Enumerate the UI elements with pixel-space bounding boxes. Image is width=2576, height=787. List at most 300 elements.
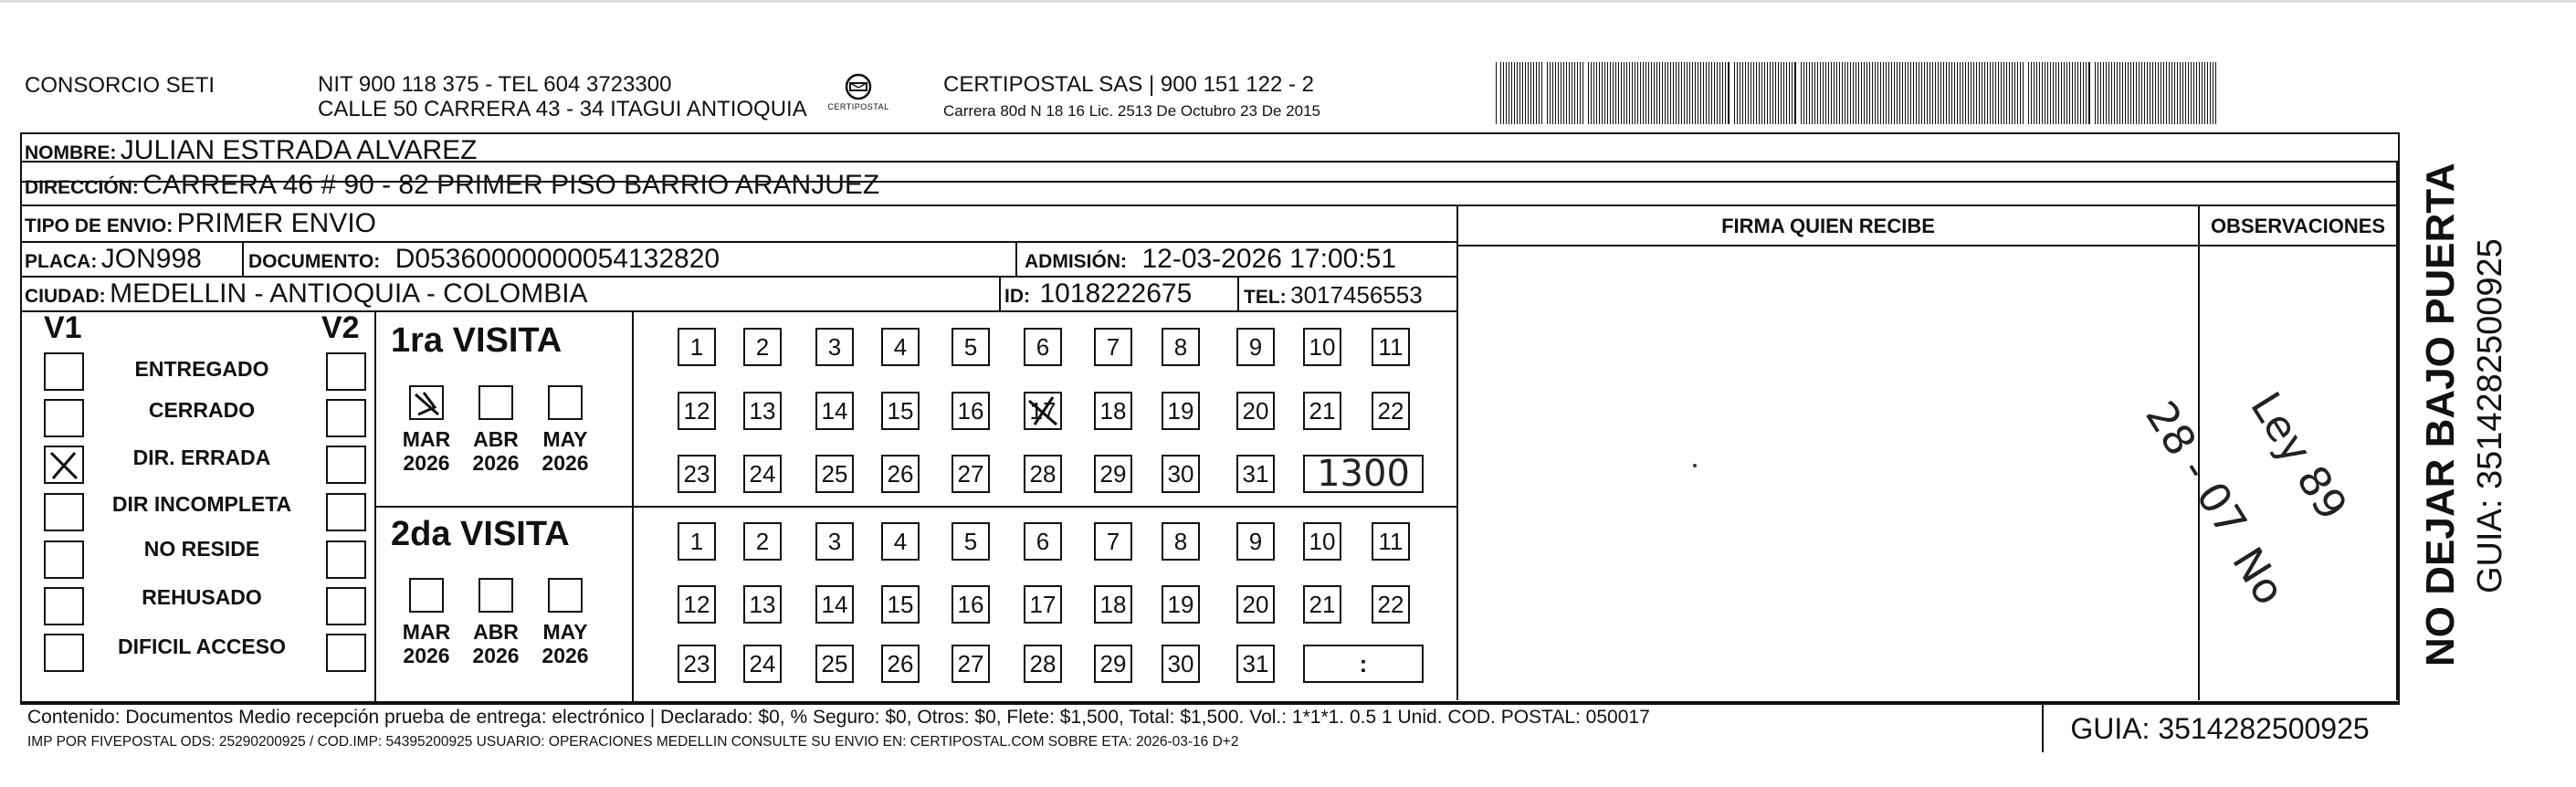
barcode-bar (1596, 62, 1597, 124)
company-name: CONSORCIO SETI (25, 73, 216, 98)
barcode-bar (2061, 62, 2062, 124)
certipostal-logo (826, 71, 890, 119)
month-checkbox[interactable] (548, 385, 583, 420)
day-box[interactable]: 10 (1303, 522, 1341, 561)
v1-checkbox[interactable] (44, 634, 84, 672)
logo-text: CERTIPOSTAL (827, 102, 889, 111)
barcode-bar (2152, 62, 2153, 124)
barcode-bar (1670, 62, 1671, 124)
barcode-bar (1946, 62, 1947, 124)
barcode-bar (1711, 62, 1712, 124)
barcode-bar (1615, 62, 1616, 124)
day-box[interactable]: 8 (1162, 522, 1200, 561)
barcode-bar (2128, 62, 2129, 124)
barcode-bar (1626, 62, 1627, 124)
day-box[interactable]: 9 (1236, 328, 1275, 366)
footer-guia: GUIA: 3514282500925 (2070, 712, 2370, 745)
barcode-bar (1621, 62, 1622, 124)
v1-checkbox[interactable] (44, 352, 84, 391)
day-box[interactable]: 12 (678, 392, 716, 430)
barcode-bar (1667, 62, 1668, 124)
barcode-bar (1719, 62, 1720, 124)
day-box[interactable]: 11 (1372, 522, 1410, 561)
day-box[interactable]: 23 (678, 645, 716, 683)
day-box[interactable]: 29 (1094, 645, 1132, 683)
v2-checkbox[interactable] (326, 352, 366, 391)
obs-handwritten-3: No (2223, 539, 2296, 614)
barcode-bar (1801, 62, 1802, 124)
barcode-bar (2188, 62, 2189, 124)
day-box[interactable]: 17 (1024, 585, 1062, 624)
barcode-bar (1629, 62, 1630, 124)
license-line: Carrera 80d N 18 16 Lic. 2513 De Octubro 23 De 2015 (943, 102, 1320, 120)
day-box[interactable]: 7 (1094, 328, 1132, 366)
v1-checkbox[interactable] (44, 446, 84, 484)
barcode-bar (2169, 62, 2170, 124)
barcode-bar (1552, 62, 1553, 124)
day-box[interactable]: 15 (881, 585, 920, 624)
barcode-bar (2077, 62, 2078, 124)
barcode-bar (1692, 62, 1693, 124)
barcode-bar (1659, 62, 1660, 124)
barcode-bar (2182, 62, 2183, 124)
barcode-bar (1514, 62, 1515, 124)
month-checkbox[interactable] (478, 385, 513, 420)
barcode-bar (1593, 62, 1594, 124)
barcode-bar (1558, 62, 1559, 124)
barcode-bar (1684, 62, 1685, 124)
barcode-bar (1979, 62, 1980, 124)
barcode-bar (1550, 62, 1551, 124)
documento-row (248, 244, 720, 275)
barcode-bar (2180, 62, 2181, 124)
barcode-bar (1990, 62, 1991, 124)
barcode-bar (1820, 62, 1821, 124)
barcode-bar (2020, 62, 2021, 124)
day-box[interactable]: 3 (815, 522, 854, 561)
barcode-bar (1995, 62, 1996, 124)
barcode-bar (1902, 62, 1903, 124)
direccion-value: CARRERA 46 # 90 - 82 PRIMER PISO BARRIO ARANJUEZ (142, 170, 880, 200)
ciudad-label: CIUDAD: (25, 286, 106, 307)
barcode-bar (1960, 62, 1961, 124)
barcode-bar (1839, 62, 1840, 124)
barcode-bar (1637, 62, 1638, 124)
time-box[interactable]: : (1303, 645, 1424, 683)
barcode-bar (1566, 62, 1567, 124)
barcode-bar (2185, 62, 2186, 124)
barcode-bar (1858, 62, 1859, 124)
placa-value: JON998 (100, 244, 202, 274)
barcode-bar (1899, 62, 1900, 124)
certipostal-line: CERTIPOSTAL SAS | 900 151 122 - 2 (943, 72, 1314, 97)
barcode-bar (2191, 62, 2192, 124)
day-box[interactable]: 17 (1024, 392, 1062, 430)
barcode-bar (2111, 62, 2112, 124)
barcode-bar (1539, 62, 1540, 124)
barcode-bar (1536, 62, 1537, 124)
barcode-bar (1525, 62, 1526, 124)
day-box[interactable]: 5 (952, 328, 990, 366)
barcode-bar (1748, 62, 1749, 124)
barcode-bar (1932, 62, 1933, 124)
nombre-value: JULIAN ESTRADA ALVAREZ (120, 135, 478, 165)
barcode-bar (2017, 62, 2018, 124)
barcode-bar (1725, 62, 1726, 124)
barcode-bar (1654, 62, 1655, 124)
barcode-bar (2106, 62, 2107, 124)
day-box[interactable]: 18 (1094, 392, 1132, 430)
month-checkbox[interactable] (478, 578, 513, 613)
barcode-bar (1591, 62, 1592, 124)
barcode-bar (1610, 62, 1611, 124)
barcode-bar (1872, 62, 1873, 124)
firma-header: FIRMA QUIEN RECIBE (1721, 215, 1935, 237)
barcode-bar (2083, 62, 2084, 124)
barcode-bar (1842, 62, 1843, 124)
barcode-bar (2009, 62, 2010, 124)
day-box[interactable]: 22 (1372, 392, 1410, 430)
admision-row (1025, 244, 1396, 275)
barcode-bar (1968, 62, 1969, 124)
direccion-row (25, 170, 879, 201)
v2-label: V2 (321, 310, 360, 345)
v1-checkbox[interactable] (44, 540, 84, 579)
day-box[interactable]: 13 (743, 585, 782, 624)
v2-checkbox[interactable] (326, 493, 366, 531)
day-box[interactable]: 24 (743, 645, 782, 683)
barcode-bar (1689, 62, 1690, 124)
day-box[interactable]: 8 (1162, 328, 1200, 366)
barcode-bar (1951, 62, 1952, 124)
year-label: 2026 (541, 451, 589, 475)
barcode-bar (1770, 62, 1771, 124)
day-box[interactable]: 4 (881, 522, 920, 561)
barcode-bar (2023, 62, 2024, 124)
v1-checkbox[interactable] (44, 493, 84, 531)
day-box[interactable]: 1 (678, 522, 716, 561)
day-box[interactable]: 30 (1162, 455, 1200, 493)
status-option-label: DIR. ERRADA (132, 446, 271, 469)
barcode-bar (1888, 62, 1889, 124)
barcode-bar (1541, 62, 1542, 124)
barcode-bar (2119, 62, 2120, 124)
barcode-bar (1555, 62, 1556, 124)
barcode-bar (1869, 62, 1870, 124)
day-box[interactable]: 21 (1303, 392, 1341, 430)
barcode-bar (1706, 62, 1707, 124)
day-box[interactable]: 6 (1024, 522, 1062, 561)
barcode-bar (2133, 62, 2134, 124)
barcode-bar (1823, 62, 1824, 124)
barcode-bar (2050, 62, 2051, 124)
day-box[interactable]: 25 (815, 455, 854, 493)
barcode-bar (2166, 62, 2167, 124)
barcode-bar (1588, 62, 1589, 124)
barcode-bar (1582, 62, 1583, 124)
barcode-bar (2108, 62, 2109, 124)
barcode-bar (1817, 62, 1818, 124)
barcode-bar (1651, 62, 1652, 124)
barcode-bar (1891, 62, 1892, 124)
day-box[interactable]: 22 (1372, 585, 1410, 624)
barcode-bar (1847, 62, 1848, 124)
admision-label: ADMISIÓN: (1025, 251, 1127, 272)
barcode-bar (1910, 62, 1911, 124)
v2-checkbox[interactable] (326, 540, 366, 579)
barcode-bar (1853, 62, 1854, 124)
day-box[interactable]: 20 (1236, 392, 1275, 430)
day-box[interactable]: 26 (881, 455, 920, 493)
day-box[interactable]: 18 (1094, 585, 1132, 624)
month-checkbox[interactable] (409, 578, 444, 613)
day-box[interactable]: 10 (1303, 328, 1341, 366)
barcode-bar (1794, 62, 1796, 124)
barcode-bar (1812, 62, 1813, 124)
barcode-bar (1665, 62, 1666, 124)
barcode-bar (1913, 62, 1914, 124)
barcode-bar (1806, 62, 1807, 124)
ciudad-value: MEDELLIN - ANTIOQUIA - COLOMBIA (110, 278, 588, 309)
day-box[interactable]: 6 (1024, 328, 1062, 366)
barcode-bar (2177, 62, 2178, 124)
barcode-bar (1530, 62, 1531, 124)
day-box[interactable]: 26 (881, 645, 920, 683)
id-row (1004, 278, 1192, 310)
barcode-bar (1756, 62, 1757, 124)
barcode-bar (1681, 62, 1682, 124)
day-box[interactable]: 15 (881, 392, 920, 430)
day-box[interactable]: 27 (952, 645, 990, 683)
placa-row (25, 244, 202, 275)
day-box[interactable]: 31 (1236, 455, 1275, 493)
day-box[interactable]: 19 (1162, 392, 1200, 430)
barcode-bar (2141, 62, 2142, 124)
v1-checkbox[interactable] (44, 399, 84, 437)
barcode-bar (1695, 62, 1696, 124)
barcode-bar (1496, 62, 1497, 124)
barcode-bar (2210, 62, 2211, 124)
barcode-bar (1656, 62, 1657, 124)
barcode-bar (1737, 62, 1738, 124)
day-box[interactable]: 13 (743, 392, 782, 430)
status-option-label: DIFICIL ACCESO (117, 635, 286, 658)
barcode-bar (1764, 62, 1765, 124)
status-option-label: NO RESIDE (143, 537, 260, 561)
id-label: ID: (1004, 286, 1030, 307)
observaciones-header: OBSERVACIONES (2210, 215, 2386, 237)
footer-print-info: IMP POR FIVEPOSTAL ODS: 25290200925 / COD.IMP: 54395200925 USUARIO: OPERACIONES MEDELLIN CONSULTE SU ENVIO EN: CERTIPOSTAL.COM SOBRE ETA: 2026-03-16 D+2 (27, 734, 1239, 750)
id-value: 1018222675 (1039, 278, 1193, 309)
barcode-bar (2215, 62, 2216, 124)
barcode-bar (1602, 62, 1603, 124)
barcode-bar (1992, 62, 1993, 124)
day-box[interactable]: 19 (1162, 585, 1200, 624)
day-box[interactable]: 24 (743, 455, 782, 493)
barcode-bar (2174, 62, 2175, 124)
barcode-bar (1935, 62, 1936, 124)
day-box[interactable]: 27 (952, 455, 990, 493)
year-label: 2026 (541, 644, 589, 667)
barcode-bar (2039, 62, 2040, 124)
barcode-bar (1940, 62, 1941, 124)
barcode-bar (1976, 62, 1977, 124)
barcode-bar (1861, 62, 1862, 124)
v2-checkbox[interactable] (326, 446, 366, 484)
barcode-bar (2034, 62, 2035, 124)
day-box[interactable]: 29 (1094, 455, 1132, 493)
barcode-bar (1954, 62, 1955, 124)
day-box[interactable]: 9 (1236, 522, 1275, 561)
barcode-bar (1927, 62, 1928, 124)
barcode-bar (2028, 62, 2029, 124)
day-box[interactable]: 3 (815, 328, 854, 366)
v2-checkbox[interactable] (326, 634, 366, 672)
barcode-bar (1687, 62, 1688, 124)
barcode-bar (2031, 62, 2032, 124)
status-option-label: DIR INCOMPLETA (111, 492, 292, 516)
barcode-bar (2047, 62, 2048, 124)
placa-label: PLACA: (25, 251, 98, 272)
tipo-label: TIPO DE ENVIO: (25, 215, 173, 236)
barcode-bar (1678, 62, 1679, 124)
day-box[interactable]: 20 (1236, 585, 1275, 624)
barcode-bar (1533, 62, 1534, 124)
barcode-bar (2207, 62, 2208, 124)
barcode-bar (2088, 62, 2090, 124)
v2-checkbox[interactable] (326, 399, 366, 437)
month-label: MAR (402, 620, 451, 644)
barcode-bar (1528, 62, 1529, 124)
status-option-label: REHUSADO (142, 585, 262, 609)
day-box[interactable]: 16 (952, 392, 990, 430)
nombre-row (25, 135, 477, 166)
v1-label: V1 (44, 310, 82, 345)
barcode-bar (1745, 62, 1746, 124)
barcode-bar (2202, 62, 2203, 124)
barcode-bar (1987, 62, 1988, 124)
barcode-bar (1965, 62, 1966, 124)
day-box[interactable]: 1 (678, 328, 716, 366)
barcode-bar (1905, 62, 1906, 124)
barcode-bar (1883, 62, 1884, 124)
barcode-bar (1648, 62, 1649, 124)
barcode-bar (1580, 62, 1581, 124)
day-box[interactable]: 23 (678, 455, 716, 493)
barcode-bar (1643, 62, 1644, 124)
barcode-bar (2095, 62, 2096, 124)
barcode-bar (1943, 62, 1944, 124)
barcode-bar (2036, 62, 2037, 124)
admision-value: 12-03-2026 17:00:51 (1141, 244, 1397, 274)
barcode-bar (1921, 62, 1922, 124)
day-box[interactable]: 4 (881, 328, 920, 366)
barcode-bar (1864, 62, 1865, 124)
barcode-bar (1962, 62, 1963, 124)
status-option-label: ENTREGADO (134, 357, 269, 381)
direccion-label: DIRECCIÓN: (25, 177, 139, 198)
barcode-bar (1775, 62, 1776, 124)
barcode-bar (2139, 62, 2140, 124)
month-label: MAY (542, 427, 588, 451)
barcode-bar (1613, 62, 1614, 124)
v2-checkbox[interactable] (326, 587, 366, 625)
time-box[interactable]: 1300 (1303, 455, 1424, 493)
barcode-bar (1522, 62, 1523, 124)
barcode-bar (2130, 62, 2131, 124)
barcode-bar (1875, 62, 1876, 124)
barcode-bar (2117, 62, 2118, 124)
day-box[interactable]: 21 (1303, 585, 1341, 624)
day-box[interactable]: 12 (678, 585, 716, 624)
barcode-bar (1500, 62, 1501, 124)
barcode-bar (1506, 62, 1507, 124)
barcode-bar (1574, 62, 1575, 124)
barcode-bar (1929, 62, 1930, 124)
barcode-bar (2158, 62, 2159, 124)
day-box[interactable]: 30 (1162, 645, 1200, 683)
day-box[interactable]: 31 (1236, 645, 1275, 683)
barcode-bar (1877, 62, 1878, 124)
side-warning: NO DEJAR BAJO PUERTA (2418, 163, 2463, 666)
barcode-bar (1599, 62, 1600, 124)
barcode-bar (1916, 62, 1917, 124)
day-box[interactable]: 7 (1094, 522, 1132, 561)
day-box[interactable]: 28 (1024, 455, 1062, 493)
barcode-bar (2075, 62, 2076, 124)
barcode-bar (1673, 62, 1674, 124)
barcode-bar (1700, 62, 1701, 124)
day-box[interactable]: 14 (815, 392, 854, 430)
day-box[interactable]: 14 (815, 585, 854, 624)
barcode-bar (1742, 62, 1743, 124)
footer-content: Contenido: Documentos Medio recepción prueba de entrega: electrónico | Declarado: $0, % Seguro: $0, Otros: $0, Flete: $1,500, Total: $1,500. Vol.: 1*1*1. 0.5 1 Unid. COD. POSTAL: 050017 (27, 707, 1650, 728)
day-box[interactable]: 25 (815, 645, 854, 683)
barcode-bar (1825, 62, 1826, 124)
month-label: MAY (542, 620, 588, 644)
day-box[interactable]: 5 (952, 522, 990, 561)
nombre-label: NOMBRE: (25, 142, 117, 163)
barcode-bar (2001, 62, 2002, 124)
month-checkbox[interactable] (409, 385, 444, 420)
tipo-row (25, 208, 376, 239)
v1-checkbox[interactable] (44, 587, 84, 625)
barcode-bar (1717, 62, 1718, 124)
barcode-bar (2006, 62, 2007, 124)
barcode-bar (2125, 62, 2126, 124)
barcode-bar (1998, 62, 1999, 124)
day-box[interactable]: 28 (1024, 645, 1062, 683)
year-label: 2026 (403, 451, 450, 475)
day-box[interactable]: 16 (952, 585, 990, 624)
year-label: 2026 (472, 644, 520, 667)
barcode-bar (2155, 62, 2156, 124)
barcode-bar (2042, 62, 2043, 124)
month-checkbox[interactable] (548, 578, 583, 613)
day-box[interactable]: 2 (743, 522, 782, 561)
documento-value: D05360000000054132820 (394, 244, 720, 274)
barcode-bar (2114, 62, 2115, 124)
barcode-bar (1563, 62, 1564, 124)
barcode-bar (1957, 62, 1958, 124)
day-box[interactable]: 11 (1372, 328, 1410, 366)
obs-handwritten-2: Ley 89 (2241, 383, 2358, 529)
tipo-value: PRIMER ENVIO (176, 208, 377, 238)
day-box[interactable]: 2 (743, 328, 782, 366)
barcode-bar (2014, 62, 2015, 124)
barcode-bar (1728, 62, 1730, 124)
barcode-bar (1786, 62, 1787, 124)
